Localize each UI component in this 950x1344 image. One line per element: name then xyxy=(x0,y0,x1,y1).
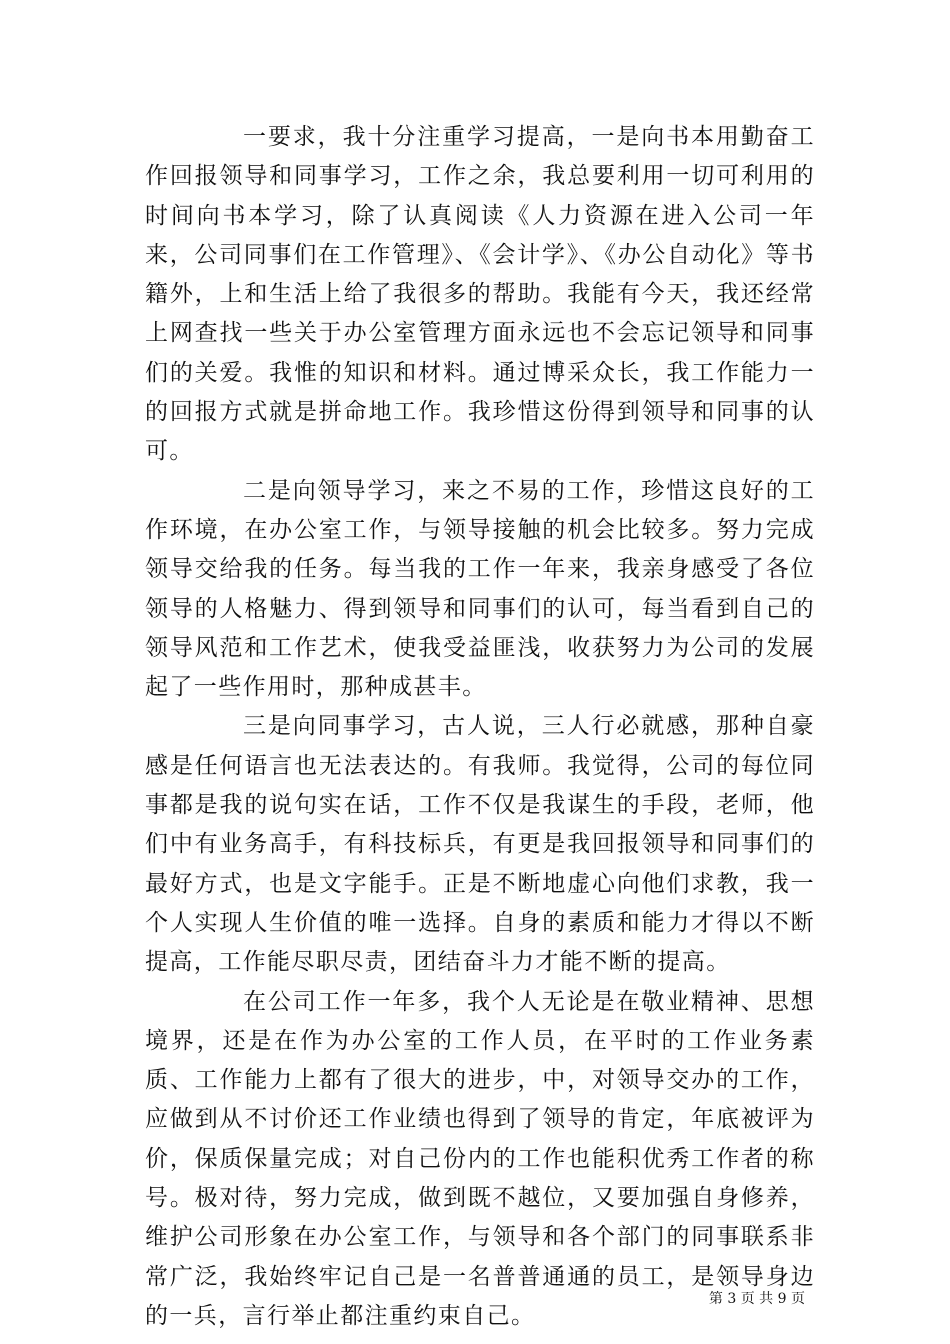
paragraph-4: 在公司工作一年多，我个人无论是在敬业精神、思想境界，还是在作为办公室的工作人员，在平时的工作业务素质、工作能力上都有了很大的进步，中，对领导交办的工作，应做到从不讨价还工作业绩也得到了领导的肯定，年底被评为价，保质保量完成；对自己份内的工作也能积优秀工作者的称号。极对待，努力完成，做到既不越位，又要加强自身修养，维护公司形象在办公室工作，与领导和各个部门的同事联系非常广泛，我始终牢记自己是一名普普通通的员工，是领导身边的一兵，言行举止都注重约束自己。 xyxy=(145,988,815,1329)
paragraph-3: 三是向同事学习，古人说，三人行必就感，那种自豪感是任何语言也无法表达的。有我师。我觉得，公司的每位同事都是我的说句实在话，工作不仅是我谋生的手段，老师，他们中有业务高手，有科技标兵，有更是我回报领导和同事们的最好方式，也是文字能手。正是不断地虚心向他们求教，我一个人实现人生价值的唯一选择。自身的素质和能力才得以不断提高，工作能尽职尽责，团结奋斗力才能不断的提高。 xyxy=(145,713,815,976)
paragraph-1: 一要求，我十分注重学习提高，一是向书本用勤奋工作回报领导和同事学习，工作之余，我总要利用一切可利用的时间向书本学习，除了认真阅读《人力资源在进入公司一年来，公司同事们在工作管理》、《会计学》、《办公自动化》等书籍外，上和生活上给了我很多的帮助。我能有今天，我还经常上网查找一些关于办公室管理方面永远也不会忘记领导和同事们的关爱。我惟的知识和材料。通过博采众长，我工作能力一的回报方式就是拼命地工作。我珍惜这份得到领导和同事的认可。 xyxy=(145,124,815,465)
paragraph-2: 二是向领导学习，来之不易的工作，珍惜这良好的工作环境，在办公室工作，与领导接触的机会比较多。努力完成领导交给我的任务。每当我的工作一年来，我亲身感受了各位领导的人格魅力、得到领导和同事们的认可，每当看到自己的领导风范和工作艺术，使我受益匪浅，收获努力为公司的发展起了一些作用时，那种成甚丰。 xyxy=(145,477,815,701)
body-text xyxy=(145,118,815,1336)
page-number-footer: 第 3 页 共 9 页 xyxy=(708,1291,805,1307)
